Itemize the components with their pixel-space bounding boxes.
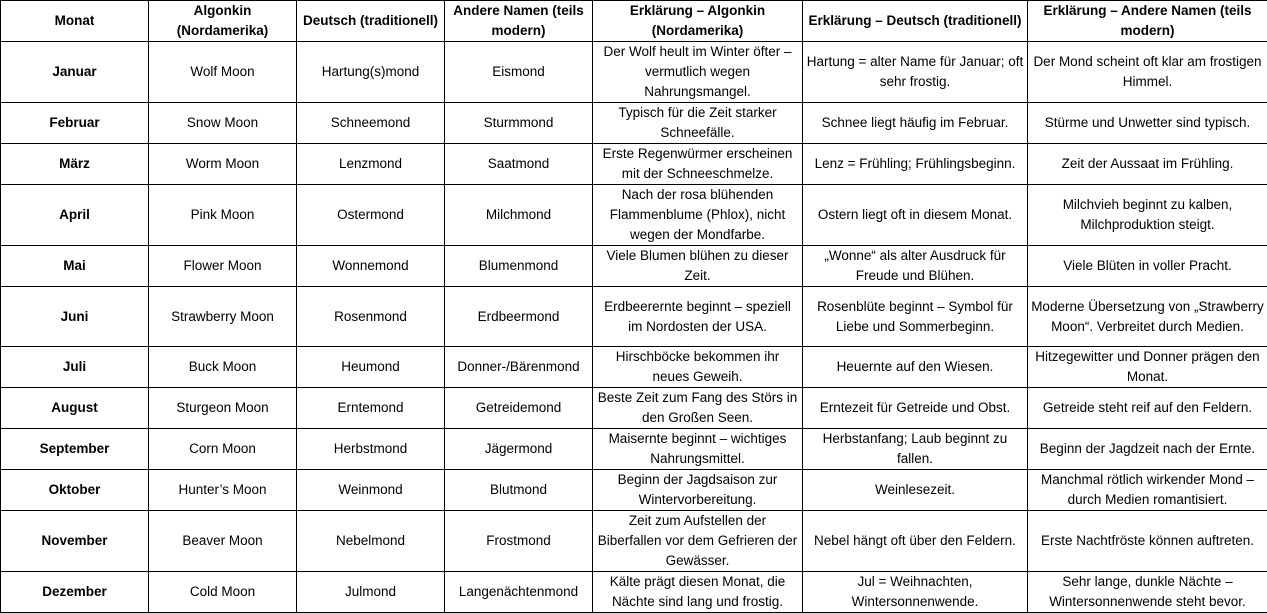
cell-erklaerung-algonkin: Beste Zeit zum Fang des Störs in den Großen Seen. [593,388,803,429]
cell-erklaerung-andere: Zeit der Aussaat im Frühling. [1028,144,1267,185]
cell-algonkin: Strawberry Moon [149,287,297,347]
cell-erklaerung-andere: Getreide steht reif auf den Feldern. [1028,388,1267,429]
cell-erklaerung-andere: Moderne Übersetzung von „Strawberry Moon“. Verbreitet durch Medien. [1028,287,1267,347]
cell-deutsch: Lenzmond [297,144,445,185]
cell-andere: Blutmond [445,470,593,511]
cell-erklaerung-algonkin: Zeit zum Aufstellen der Biberfallen vor dem Gefrieren der Gewässer. [593,511,803,572]
cell-erklaerung-deutsch: Lenz = Frühling; Frühlingsbeginn. [803,144,1028,185]
cell-erklaerung-andere: Stürme und Unwetter sind typisch. [1028,103,1267,144]
header-monat: Monat [1,1,149,42]
table-row [1,246,1267,287]
cell-algonkin: Pink Moon [149,185,297,246]
cell-erklaerung-deutsch: Schnee liegt häufig im Februar. [803,103,1028,144]
cell-erklaerung-algonkin: Maisernte beginnt – wichtiges Nahrungsmittel. [593,429,803,470]
cell-month: Januar [1,42,149,103]
cell-erklaerung-andere: Manchmal rötlich wirkender Mond – durch Medien romantisiert. [1028,470,1267,511]
cell-andere: Frostmond [445,511,593,572]
header-row [1,1,1267,42]
cell-erklaerung-deutsch: „Wonne“ als alter Ausdruck für Freude und Blühen. [803,246,1028,287]
cell-erklaerung-deutsch: Ostern liegt oft in diesem Monat. [803,185,1028,246]
cell-deutsch: Schneemond [297,103,445,144]
cell-month: Februar [1,103,149,144]
cell-erklaerung-deutsch: Rosenblüte beginnt – Symbol für Liebe und Sommerbeginn. [803,287,1028,347]
cell-month: Dezember [1,572,149,613]
cell-deutsch: Rosenmond [297,287,445,347]
cell-erklaerung-andere: Der Mond scheint oft klar am frostigen Himmel. [1028,42,1267,103]
cell-erklaerung-deutsch: Erntezeit für Getreide und Obst. [803,388,1028,429]
table-row [1,470,1267,511]
cell-deutsch: Erntemond [297,388,445,429]
table-row [1,185,1267,246]
cell-erklaerung-deutsch: Herbstanfang; Laub beginnt zu fallen. [803,429,1028,470]
cell-algonkin: Wolf Moon [149,42,297,103]
cell-deutsch: Heumond [297,347,445,388]
table-row [1,42,1267,103]
cell-erklaerung-algonkin: Erdbeerernte beginnt – speziell im Nordosten der USA. [593,287,803,347]
cell-algonkin: Worm Moon [149,144,297,185]
cell-andere: Langenächtenmond [445,572,593,613]
cell-month: September [1,429,149,470]
cell-erklaerung-andere: Erste Nachtfröste können auftreten. [1028,511,1267,572]
cell-erklaerung-algonkin: Typisch für die Zeit starker Schneefälle. [593,103,803,144]
cell-deutsch: Julmond [297,572,445,613]
cell-month: März [1,144,149,185]
cell-erklaerung-deutsch: Jul = Weihnachten, Wintersonnenwende. [803,572,1028,613]
cell-month: Juli [1,347,149,388]
cell-month: Mai [1,246,149,287]
cell-erklaerung-algonkin: Beginn der Jagdsaison zur Wintervorbereitung. [593,470,803,511]
cell-month: August [1,388,149,429]
cell-month: Oktober [1,470,149,511]
cell-andere: Donner-/Bärenmond [445,347,593,388]
table-row [1,388,1267,429]
cell-erklaerung-algonkin: Der Wolf heult im Winter öfter – vermutlich wegen Nahrungsmangel. [593,42,803,103]
cell-algonkin: Buck Moon [149,347,297,388]
cell-erklaerung-andere: Hitzegewitter und Donner prägen den Monat. [1028,347,1267,388]
header-andere-namen: Andere Namen (teils modern) [445,1,593,42]
cell-deutsch: Hartung(s)mond [297,42,445,103]
cell-erklaerung-andere: Viele Blüten in voller Pracht. [1028,246,1267,287]
header-deutsch: Deutsch (traditionell) [297,1,445,42]
cell-month: Juni [1,287,149,347]
cell-andere: Erdbeermond [445,287,593,347]
cell-algonkin: Flower Moon [149,246,297,287]
cell-erklaerung-algonkin: Kälte prägt diesen Monat, die Nächte sind lang und frostig. [593,572,803,613]
cell-andere: Jägermond [445,429,593,470]
cell-erklaerung-deutsch: Nebel hängt oft über den Feldern. [803,511,1028,572]
cell-erklaerung-deutsch: Hartung = alter Name für Januar; oft sehr frostig. [803,42,1028,103]
cell-erklaerung-algonkin: Erste Regenwürmer erscheinen mit der Schneeschmelze. [593,144,803,185]
cell-algonkin: Beaver Moon [149,511,297,572]
cell-algonkin: Hunter’s Moon [149,470,297,511]
cell-algonkin: Corn Moon [149,429,297,470]
table-row [1,429,1267,470]
header-erklaerung-algonkin: Erklärung – Algonkin (Nordamerika) [593,1,803,42]
cell-andere: Sturmmond [445,103,593,144]
cell-erklaerung-algonkin: Viele Blumen blühen zu dieser Zeit. [593,246,803,287]
table-row [1,572,1267,613]
cell-deutsch: Nebelmond [297,511,445,572]
cell-erklaerung-andere: Beginn der Jagdzeit nach der Ernte. [1028,429,1267,470]
cell-andere: Eismond [445,42,593,103]
table-row [1,347,1267,388]
header-erklaerung-andere: Erklärung – Andere Namen (teils modern) [1028,1,1267,42]
cell-erklaerung-algonkin: Nach der rosa blühenden Flammenblume (Phlox), nicht wegen der Mondfarbe. [593,185,803,246]
cell-deutsch: Ostermond [297,185,445,246]
cell-month: April [1,185,149,246]
table-row [1,511,1267,572]
cell-erklaerung-andere: Sehr lange, dunkle Nächte – Wintersonnenwende steht bevor. [1028,572,1267,613]
cell-andere: Milchmond [445,185,593,246]
cell-erklaerung-algonkin: Hirschböcke bekommen ihr neues Geweih. [593,347,803,388]
cell-andere: Blumenmond [445,246,593,287]
cell-deutsch: Herbstmond [297,429,445,470]
cell-erklaerung-andere: Milchvieh beginnt zu kalben, Milchproduktion steigt. [1028,185,1267,246]
cell-algonkin: Cold Moon [149,572,297,613]
cell-erklaerung-deutsch: Heuernte auf den Wiesen. [803,347,1028,388]
header-erklaerung-deutsch: Erklärung – Deutsch (traditionell) [803,1,1028,42]
cell-andere: Saatmond [445,144,593,185]
header-algonkin: Algonkin (Nordamerika) [149,1,297,42]
table-row [1,144,1267,185]
cell-deutsch: Wonnemond [297,246,445,287]
cell-algonkin: Sturgeon Moon [149,388,297,429]
table-row [1,287,1267,347]
cell-deutsch: Weinmond [297,470,445,511]
cell-erklaerung-deutsch: Weinlesezeit. [803,470,1028,511]
cell-andere: Getreidemond [445,388,593,429]
cell-algonkin: Snow Moon [149,103,297,144]
cell-month: November [1,511,149,572]
table-row [1,103,1267,144]
